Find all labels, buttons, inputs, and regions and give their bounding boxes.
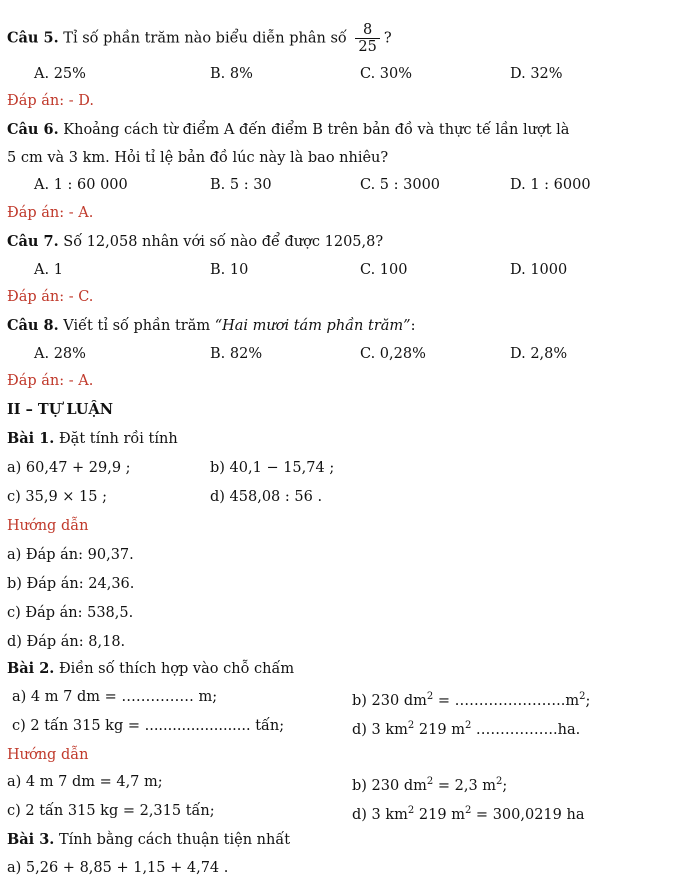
option-b: B. 10: [210, 262, 249, 278]
exercise-label: Bài 3.: [7, 831, 55, 848]
superscript: 2: [464, 720, 472, 731]
exercise-text: Tính bằng cách thuận tiện nhất: [58, 832, 291, 848]
answer: Đáp án: - A.: [7, 373, 94, 389]
answer-c: c) Đáp án: 538,5.: [7, 605, 134, 621]
question-mark: ?: [383, 30, 392, 47]
item-a: a) 60,47 + 29,9 ;: [7, 460, 131, 476]
answer: Đáp án: - D.: [7, 93, 94, 109]
answer-c: c) 2 tấn 315 kg = 2,315 tấn;: [7, 803, 215, 819]
superscript: 2: [407, 720, 415, 731]
question-label: Câu 7.: [7, 233, 59, 250]
question-quote: “Hai mươi tám phần trăm”: [214, 318, 411, 334]
option-a: A. 1: [34, 262, 63, 278]
item-d: d) 458,08 : 56 .: [210, 489, 323, 505]
question-6: [7, 120, 569, 140]
guide-heading: Hướng dẫn: [7, 747, 89, 763]
item-c: c) 35,9 × 15 ;: [7, 489, 107, 505]
option-b: B. 82%: [210, 346, 263, 362]
option-b: B. 5 : 30: [210, 177, 272, 193]
option-d: D. 1 : 6000: [510, 177, 591, 193]
option-c: C. 30%: [360, 66, 413, 82]
option-c: C. 0,28%: [360, 346, 426, 362]
question-colon: :: [410, 318, 416, 334]
question-text: Tỉ số phần trăm nào biểu diễn phân số: [63, 30, 347, 47]
guide-heading: Hướng dẫn: [7, 518, 89, 534]
superscript: 2: [579, 691, 586, 702]
question-7: [7, 232, 383, 252]
question-5: [7, 22, 392, 55]
option-a: A. 25%: [34, 66, 86, 82]
option-a: A. 1 : 60 000: [34, 177, 128, 193]
item-a: a) 5,26 + 8,85 + 1,15 + 4,74 .: [7, 860, 229, 876]
answer-a: a) Đáp án: 90,37.: [7, 547, 134, 563]
exercise-1: [7, 429, 178, 449]
question-8: [7, 316, 415, 336]
fraction-numerator: 8: [355, 22, 379, 39]
question-label: Câu 6.: [7, 121, 59, 138]
item-d: d) 3 $km^2$ 219 $m^2$ ……………..ha.: [352, 720, 581, 738]
superscript: 2: [464, 805, 472, 816]
option-c: C. 100: [360, 262, 408, 278]
superscript: 2: [496, 776, 503, 787]
exercise-text: Điền số thích hợp vào chỗ chấm: [58, 661, 295, 677]
question-text: Số 12,058 nhân với số nào để được 1205,8?: [63, 234, 384, 250]
question-label: Câu 8.: [7, 317, 59, 334]
option-d: D. 32%: [510, 66, 563, 82]
option-c: C. 5 : 3000: [360, 177, 441, 193]
option-a: A. 28%: [34, 346, 86, 362]
answer-a: a) 4 m 7 dm = 4,7 m;: [7, 774, 163, 790]
option-d: D. 1000: [510, 262, 568, 278]
fraction: [355, 22, 379, 55]
option-b: B. 8%: [210, 66, 253, 82]
item-c: c) 2 tấn 315 kg = ....................... tấn;: [12, 718, 285, 734]
superscript: 2: [426, 691, 434, 702]
fraction-denominator: 25: [358, 39, 377, 55]
exercise-label: Bài 1.: [7, 430, 55, 447]
item-b: b) 230 $dm^2$ = $\dots\dots\dots\dots\dots\dots\dots..m^2$;: [352, 691, 591, 709]
exercise-3: [7, 830, 290, 850]
question-text: Khoảng cách từ điểm A đến điểm B trên bản đồ và thực tế lần lượt là: [63, 122, 570, 138]
superscript: 2: [407, 805, 415, 816]
question-text: Viết tỉ số phần trăm: [63, 318, 211, 334]
item-a: a) 4 m 7 dm = …………… m;: [12, 689, 218, 705]
answer: Đáp án: - A.: [7, 205, 94, 221]
option-d: D. 2,8%: [510, 346, 568, 362]
question-label: Câu 5.: [7, 29, 59, 47]
question-text-continued: 5 cm và 3 km. Hỏi tỉ lệ bản đồ lúc này là bao nhiêu?: [7, 150, 389, 166]
exercise-text: Đặt tính rồi tính: [58, 431, 178, 447]
answer-d: d) Đáp án: 8,18.: [7, 634, 126, 650]
exercise-label: Bài 2.: [7, 660, 55, 677]
answer-d: d) 3 $km^2$ 219 $m^2 = 300,0219$ ha: [352, 805, 585, 823]
superscript: 2: [426, 776, 434, 787]
section-heading: II – TỰ LUẬN: [7, 401, 113, 418]
answer: Đáp án: - C.: [7, 289, 94, 305]
item-b: b) 40,1 − 15,74 ;: [210, 460, 335, 476]
exercise-2: [7, 659, 294, 679]
answer-b: b) Đáp án: 24,36.: [7, 576, 135, 592]
answer-b: b) 230 $dm^2 = 2,3$ $m^2$;: [352, 776, 508, 794]
